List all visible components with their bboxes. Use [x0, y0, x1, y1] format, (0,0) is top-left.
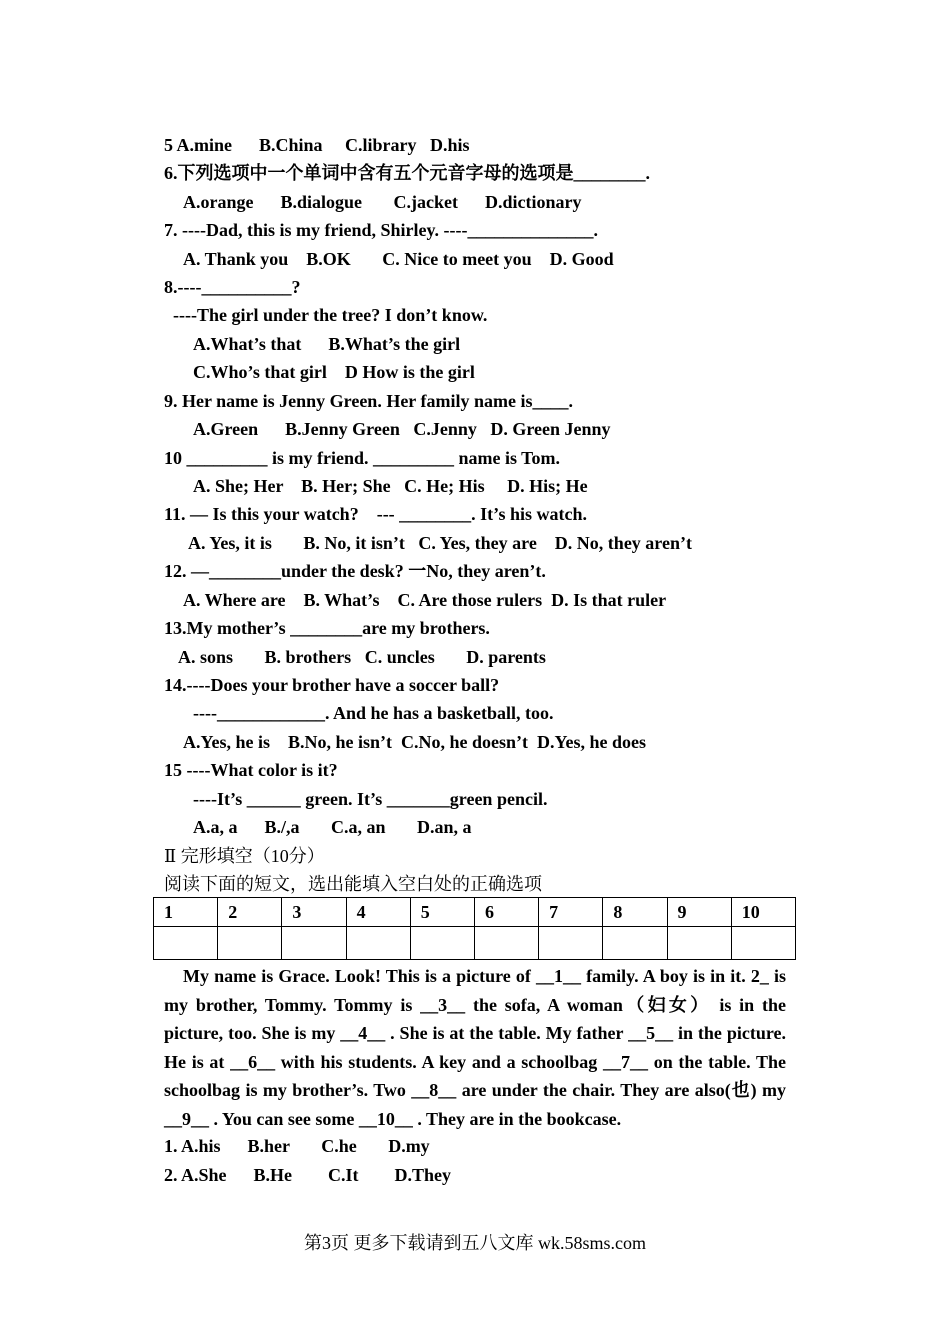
- question-9: 9. Her name is Jenny Green. Her family name is____.: [164, 391, 573, 411]
- answer-table-answer-row: [154, 927, 796, 960]
- answer-table-header: 2: [218, 898, 282, 927]
- answer-table-header: 9: [667, 898, 731, 927]
- answer-table-header: 6: [474, 898, 538, 927]
- cloze-passage: My name is Grace. Look! This is a picture of __1__ family. A boy is in it. 2_ is my brother, Tommy. Tommy is __3__ the sofa, A woman（妇女） is in the picture, too. She is my __4__ . She is at the table. My father __5__ in the picture. He is at __6__ with his students. A key and a schoolbag __7__ on the table. The schoolbag is my brother’s. Two __8__ are under the chair. They are also(也) my __9__ . You can see some __10__ . They are in the bookcase.: [164, 966, 786, 1129]
- section-instruction: 阅读下面的短文，选出能填入空白处的正确选项: [164, 874, 542, 894]
- answer-cell[interactable]: [474, 927, 538, 960]
- cloze-question-2: 2. A.She B.He C.It D.They: [164, 1165, 452, 1185]
- answer-cell[interactable]: [731, 927, 795, 960]
- question-15-options: A.a, a B./,a C.a, an D.an, a: [193, 817, 472, 837]
- page-footer: 第3页 更多下载请到五八文库 wk.58sms.com: [304, 1233, 646, 1253]
- question-7: 7. ----Dad, this is my friend, Shirley. ----______________.: [164, 220, 598, 240]
- question-12: 12. —________under the desk? 一No, they aren’t.: [164, 561, 546, 581]
- question-7-options: A. Thank you B.OK C. Nice to meet you D. Good: [183, 249, 614, 269]
- question-6: 6.下列选项中一个单词中含有五个元音字母的选项是________.: [164, 163, 650, 183]
- question-8: 8.----__________?: [164, 277, 301, 297]
- question-15: 15 ----What color is it?: [164, 760, 338, 780]
- question-13-options: A. sons B. brothers C. uncles D. parents: [178, 647, 546, 667]
- answer-cell[interactable]: [410, 927, 474, 960]
- question-11: 11. — Is this your watch? --- ________. It’s his watch.: [164, 504, 588, 524]
- answer-cell[interactable]: [603, 927, 667, 960]
- question-14-response: ----____________. And he has a basketball, too.: [193, 703, 554, 723]
- answer-table-header: 7: [539, 898, 603, 927]
- answer-cell[interactable]: [667, 927, 731, 960]
- question-8-options-b: C.Who’s that girl D How is the girl: [193, 362, 475, 382]
- answer-table-header-row: [154, 898, 796, 927]
- question-8-response: ----The girl under the tree? I don’t know.: [173, 305, 488, 325]
- question-10-options: A. She; Her B. Her; She C. He; His D. His; He: [193, 476, 588, 496]
- answer-table-header: 10: [731, 898, 795, 927]
- answer-table-header: 8: [603, 898, 667, 927]
- question-14-options: A.Yes, he is B.No, he isn’t C.No, he doesn’t D.Yes, he does: [183, 732, 647, 752]
- answer-table-header: 4: [346, 898, 410, 927]
- cloze-question-1: 1. A.his B.her C.he D.my: [164, 1136, 430, 1156]
- question-13: 13.My mother’s ________are my brothers.: [164, 618, 490, 638]
- question-8-options-a: A.What’s that B.What’s the girl: [193, 334, 461, 354]
- question-14: 14.----Does your brother have a soccer ball?: [164, 675, 500, 695]
- answer-cell[interactable]: [282, 927, 346, 960]
- answer-table-header: 5: [410, 898, 474, 927]
- answer-cell[interactable]: [218, 927, 282, 960]
- answer-cell[interactable]: [346, 927, 410, 960]
- answer-cell[interactable]: [539, 927, 603, 960]
- answer-table: [153, 897, 796, 960]
- answer-table-header: 1: [154, 898, 218, 927]
- question-5: 5 A.mine B.China C.library D.his: [164, 135, 470, 155]
- question-10: 10 _________ is my friend. _________ name is Tom.: [164, 448, 561, 468]
- question-9-options: A.Green B.Jenny Green C.Jenny D. Green Jenny: [193, 419, 611, 439]
- question-11-options: A. Yes, it is B. No, it isn’t C. Yes, they are D. No, they aren’t: [188, 533, 692, 553]
- question-6-options: A.orange B.dialogue C.jacket D.dictionary: [183, 192, 582, 212]
- question-12-options: A. Where are B. What’s C. Are those rulers D. Is that ruler: [183, 590, 667, 610]
- answer-cell[interactable]: [154, 927, 218, 960]
- answer-table-header: 3: [282, 898, 346, 927]
- question-15-response: ----It’s ______ green. It’s _______green pencil.: [193, 789, 548, 809]
- section-title: Ⅱ 完形填空（10分）: [164, 846, 325, 866]
